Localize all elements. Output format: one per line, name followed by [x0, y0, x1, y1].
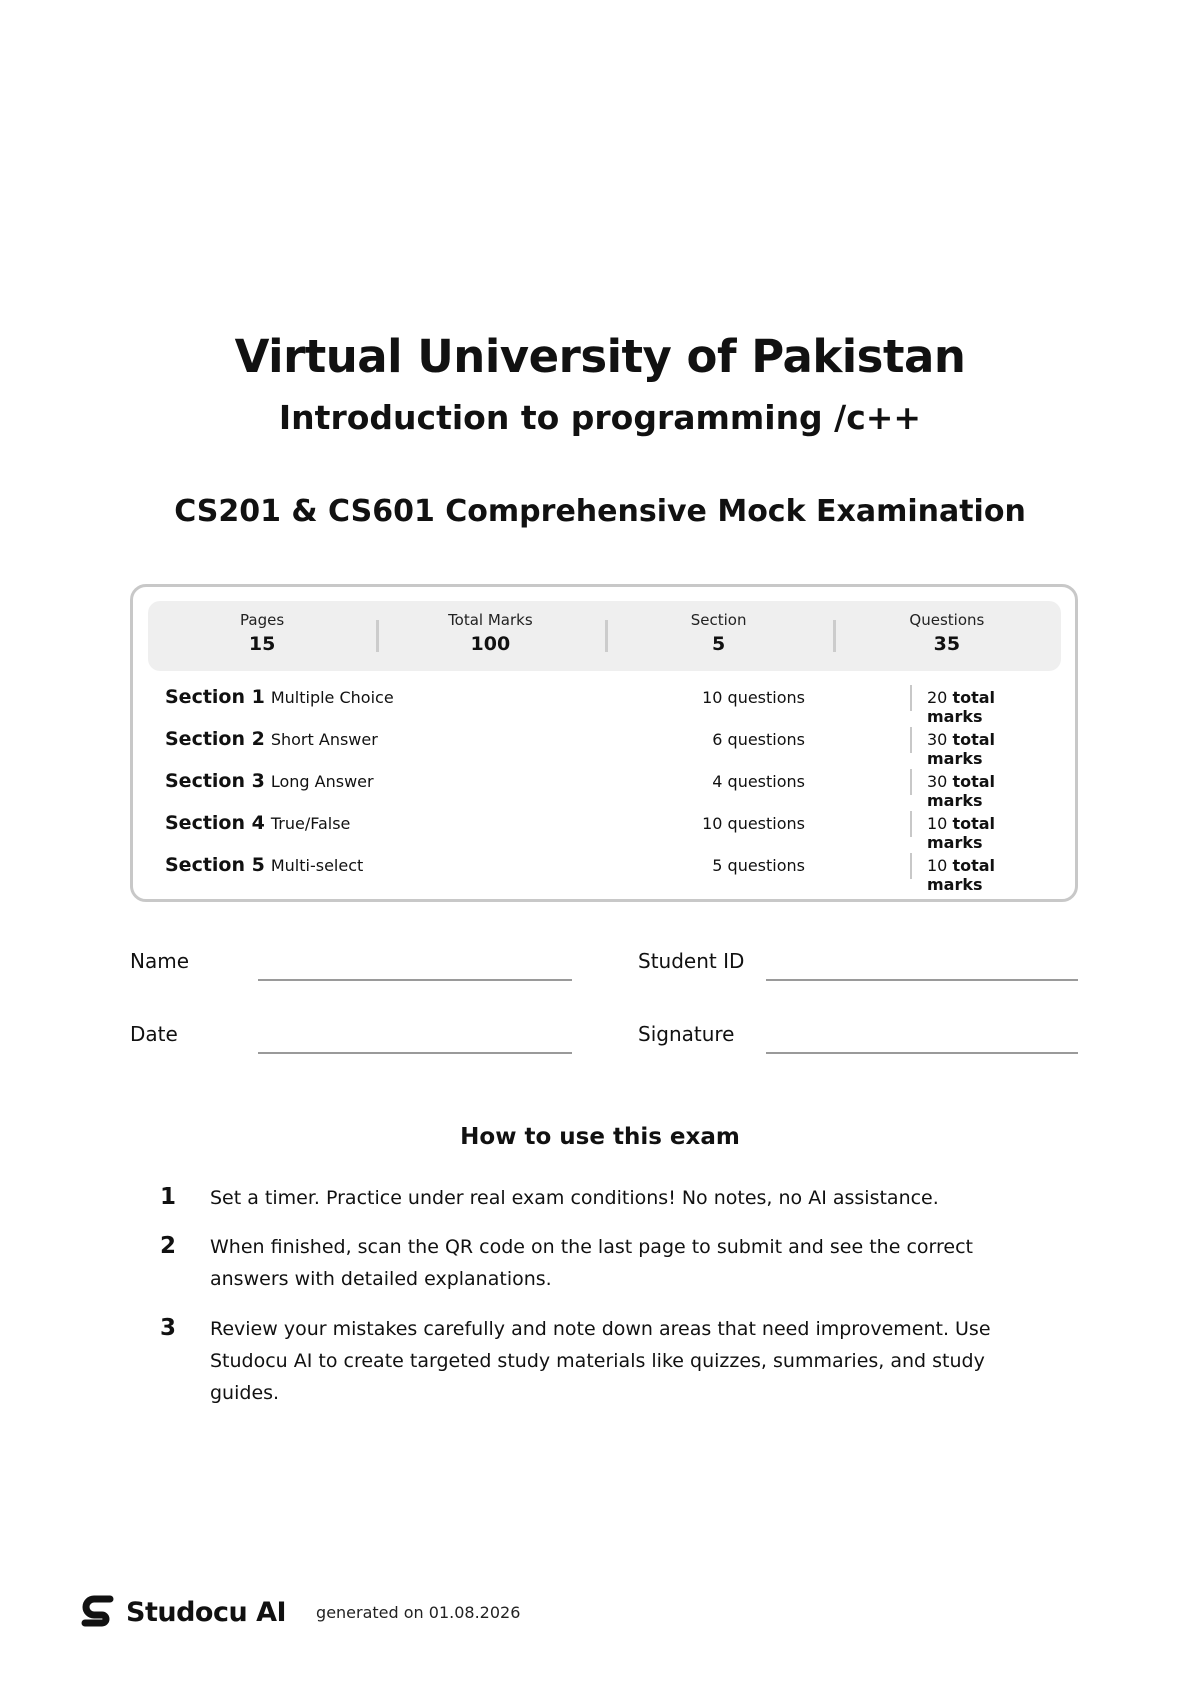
- section-type: Multiple Choice: [270, 688, 394, 707]
- generated-date: generated on 01.08.2026: [316, 1602, 521, 1622]
- student-id-field[interactable]: [766, 979, 1078, 981]
- section-name: Section 2: [165, 728, 265, 750]
- divider: [910, 853, 912, 879]
- step-number: 3: [160, 1315, 177, 1341]
- howto-title: How to use this exam: [460, 1124, 740, 1150]
- section-marks: [927, 772, 1045, 810]
- marks-label: total marks: [927, 730, 996, 768]
- marks-number: 10: [927, 856, 948, 875]
- course-title: Introduction to programming /c++: [278, 398, 922, 437]
- marks-number: 30: [927, 772, 948, 791]
- step-text: Review your mistakes carefully and note down areas that need improvement. Use Studocu AI to create targeted study materials like quizzes, summaries, and study guides.: [210, 1318, 991, 1404]
- signature-field[interactable]: [766, 1052, 1078, 1054]
- divider: [910, 811, 912, 837]
- stat-label: Pages: [240, 611, 285, 629]
- divider: [910, 685, 912, 711]
- section-name: Section 3: [165, 770, 265, 792]
- section-row-1: [165, 684, 1045, 726]
- stats-bar: [148, 601, 1061, 671]
- section-name: Section 1: [165, 686, 265, 708]
- section-name: Section 4: [165, 812, 265, 834]
- section-questions: 6 questions: [712, 730, 805, 749]
- name-label: Name: [130, 949, 190, 973]
- stat-value: 15: [248, 633, 276, 655]
- marks-number: 10: [927, 814, 948, 833]
- name-field[interactable]: [258, 979, 572, 981]
- section-questions: 5 questions: [712, 856, 805, 875]
- stat-label: Questions: [909, 611, 985, 629]
- section-marks: [927, 814, 1045, 852]
- step-text: Set a timer. Practice under real exam conditions! No notes, no AI assistance.: [210, 1187, 939, 1209]
- section-name: Section 5: [165, 854, 265, 876]
- signature-label: Signature: [638, 1022, 735, 1046]
- stat-value: 5: [712, 633, 726, 655]
- marks-number: 20: [927, 688, 948, 707]
- marks-label: total marks: [927, 814, 996, 852]
- marks-label: total marks: [927, 772, 996, 810]
- section-marks: [927, 688, 1045, 726]
- date-label: Date: [130, 1022, 178, 1046]
- divider: [910, 727, 912, 753]
- section-row-4: [165, 810, 1045, 852]
- step-number: 1: [160, 1184, 177, 1210]
- section-marks: [927, 730, 1045, 768]
- stat-total-marks: [376, 601, 604, 671]
- stat-sections: [605, 601, 833, 671]
- stat-value: 100: [470, 633, 511, 655]
- divider: [910, 769, 912, 795]
- section-type: Long Answer: [270, 772, 374, 791]
- section-type: True/False: [270, 814, 351, 833]
- marks-number: 30: [927, 730, 948, 749]
- section-row-2: [165, 726, 1045, 768]
- section-questions: 10 questions: [702, 814, 805, 833]
- stat-questions: [833, 601, 1061, 671]
- step-number: 2: [160, 1233, 177, 1259]
- stat-value: 35: [933, 633, 961, 655]
- section-marks: [927, 856, 1045, 894]
- exam-title: CS201 & CS601 Comprehensive Mock Examination: [174, 494, 1026, 529]
- footer: [80, 1592, 520, 1632]
- student-id-label: Student ID: [638, 949, 745, 973]
- section-row-3: [165, 768, 1045, 810]
- date-field[interactable]: [258, 1052, 572, 1054]
- brand-name: Studocu AI: [126, 1596, 287, 1628]
- university-title: Virtual University of Pakistan: [234, 330, 966, 383]
- stat-label: Section: [690, 611, 747, 629]
- marks-label: total marks: [927, 856, 996, 894]
- section-questions: 10 questions: [702, 688, 805, 707]
- stat-label: Total Marks: [448, 611, 533, 629]
- studocu-logo-icon: [80, 1593, 116, 1631]
- section-type: Multi-select: [270, 856, 364, 875]
- stat-pages: [148, 601, 376, 671]
- marks-label: total marks: [927, 688, 996, 726]
- step-text: When finished, scan the QR code on the last page to submit and see the correct answers with detailed explanations.: [210, 1236, 973, 1290]
- section-type: Short Answer: [270, 730, 378, 749]
- section-row-5: [165, 852, 1045, 894]
- section-questions: 4 questions: [712, 772, 805, 791]
